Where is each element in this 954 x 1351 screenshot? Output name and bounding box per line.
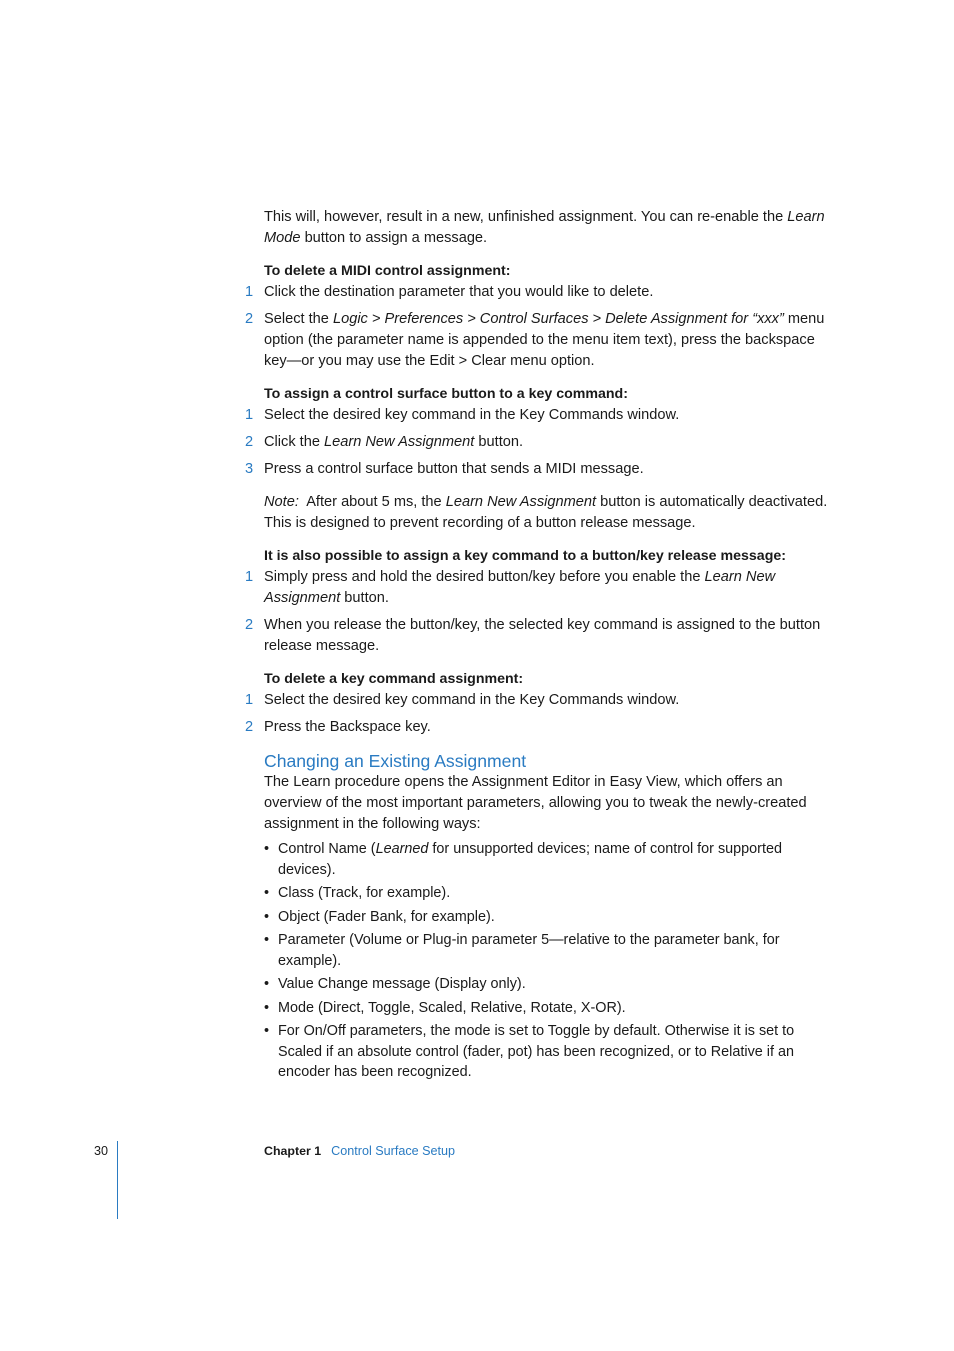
- chapter-footer: [264, 1143, 455, 1159]
- step-text: When you release the button/key, the selected key command is assigned to the button release message.: [264, 617, 821, 654]
- list-item: [264, 1021, 834, 1083]
- step-number: 1: [245, 284, 254, 300]
- bullet-icon: •: [264, 841, 270, 857]
- list-item: [264, 974, 834, 995]
- delete-midi-procedure: [245, 261, 834, 372]
- delete-key-step-1: [245, 690, 834, 711]
- bullet-text: Class (Track, for example).: [278, 885, 451, 901]
- step-number: 2: [245, 719, 254, 735]
- section-title: Changing an Existing Assignment: [264, 751, 527, 771]
- step-text: Select the desired key command in the Key Commands window.: [264, 407, 680, 423]
- step-text: Press a control surface button that sends a MIDI message.: [264, 461, 644, 477]
- body-column: [245, 207, 834, 1086]
- note-text-end: button is automatically deactivated. This is designed to prevent recording of a button release message.: [264, 494, 828, 531]
- step-text: Click the destination parameter that you would like to delete.: [264, 284, 654, 300]
- note-text: After about 5 ms, the: [298, 494, 446, 510]
- page-number: 30: [94, 1144, 109, 1158]
- delete-key-heading: To delete a key command assignment:: [264, 671, 524, 687]
- assign-key-step-3: [245, 459, 834, 480]
- intro-text-end: button to assign a message.: [300, 230, 488, 246]
- step-number: 2: [245, 434, 254, 450]
- step-text-end: button.: [474, 434, 524, 450]
- step-text: Click the: [264, 434, 325, 450]
- bullet-text: Object (Fader Bank, for example).: [278, 908, 495, 925]
- step-number: 1: [245, 569, 254, 585]
- assign-key-procedure: [245, 384, 834, 480]
- bullet-icon: •: [264, 908, 270, 925]
- footer-divider: [117, 1141, 118, 1219]
- bullet-text: Parameter (Volume or Plug-in parameter 5—relative to the parameter bank, for example).: [278, 932, 780, 969]
- list-item: [264, 930, 834, 971]
- bullet-emphasis: Learned: [375, 841, 429, 857]
- list-item: [264, 998, 834, 1019]
- assign-key-step-1: [245, 405, 834, 426]
- intro-text: This will, however, result in a new, unfinished assignment. You can re-enable the: [264, 209, 788, 225]
- bullet-icon: •: [264, 932, 270, 948]
- bullet-icon: •: [264, 999, 270, 1016]
- delete-key-procedure: [245, 669, 834, 738]
- note-paragraph: [264, 492, 834, 534]
- assign-key-heading: To assign a control surface button to a key command:: [264, 386, 628, 402]
- step-text: Simply press and hold the desired button/key before you enable the: [264, 569, 705, 585]
- bullet-text: For On/Off parameters, the mode is set to Toggle by default. Otherwise it is set to Scaled if an absolute control (fader, pot) has been recognized, or to Relative if an encoder has been recognized.: [278, 1023, 795, 1080]
- chapter-title: Control Surface Setup: [331, 1144, 456, 1158]
- step-number: 2: [245, 617, 254, 633]
- list-item: [264, 839, 834, 880]
- step-text: Press the Backspace key.: [264, 719, 431, 735]
- bullet-icon: •: [264, 1023, 270, 1039]
- step-number: 1: [245, 407, 254, 423]
- assign-key-step-2: [245, 432, 834, 453]
- menu-path: Logic > Preferences > Control Surfaces > Delete Assignment for “xxx”: [332, 311, 784, 327]
- button-name: Learn New Assignment: [264, 569, 776, 606]
- note-label: Note:: [264, 494, 299, 510]
- chapter-label: Chapter 1: [264, 1144, 322, 1158]
- button-name: Learn New Assignment: [324, 434, 475, 450]
- bullet-text-end: for unsupported devices; name of control for supported devices).: [278, 841, 782, 878]
- release-step-1: [245, 567, 834, 609]
- bullet-text: Value Change message (Display only).: [278, 976, 526, 992]
- step-number: 1: [245, 692, 254, 708]
- release-procedure: [245, 546, 834, 657]
- bullet-text: Control Name (: [278, 841, 376, 857]
- list-item: [264, 883, 834, 904]
- step-text: Select the desired key command in the Key Commands window.: [264, 692, 680, 708]
- step-text-end: menu option (the parameter name is appended to the menu item text), press the backspace key—or you may use the Edit > Clear menu option.: [264, 311, 825, 369]
- bullet-icon: •: [264, 976, 270, 992]
- bullet-list: [264, 839, 834, 1083]
- bullet-icon: •: [264, 885, 270, 901]
- step-text-end: button.: [340, 590, 389, 606]
- release-heading: It is also possible to assign a key command to a button/key release message:: [264, 548, 786, 564]
- section-body: The Learn procedure opens the Assignment Editor in Easy View, which offers an overview of the most important parameters, allowing you to tweak the newly-created assignment in the following ways:: [264, 774, 807, 832]
- step-text: Select the: [264, 311, 333, 327]
- note-emphasis: Learn New Assignment: [445, 494, 597, 510]
- intro-paragraph: [264, 207, 834, 249]
- delete-midi-step-1: [245, 282, 834, 303]
- bullet-text: Mode (Direct, Toggle, Scaled, Relative, Rotate, X-OR).: [278, 999, 626, 1016]
- release-step-2: [245, 615, 834, 657]
- delete-midi-step-2: [245, 309, 834, 372]
- step-number: 3: [245, 461, 254, 477]
- list-item: [264, 907, 834, 928]
- step-number: 2: [245, 311, 254, 327]
- delete-key-step-2: [245, 717, 834, 738]
- delete-midi-heading: To delete a MIDI control assignment:: [264, 263, 511, 279]
- intro-emphasis: Learn Mode: [264, 209, 825, 246]
